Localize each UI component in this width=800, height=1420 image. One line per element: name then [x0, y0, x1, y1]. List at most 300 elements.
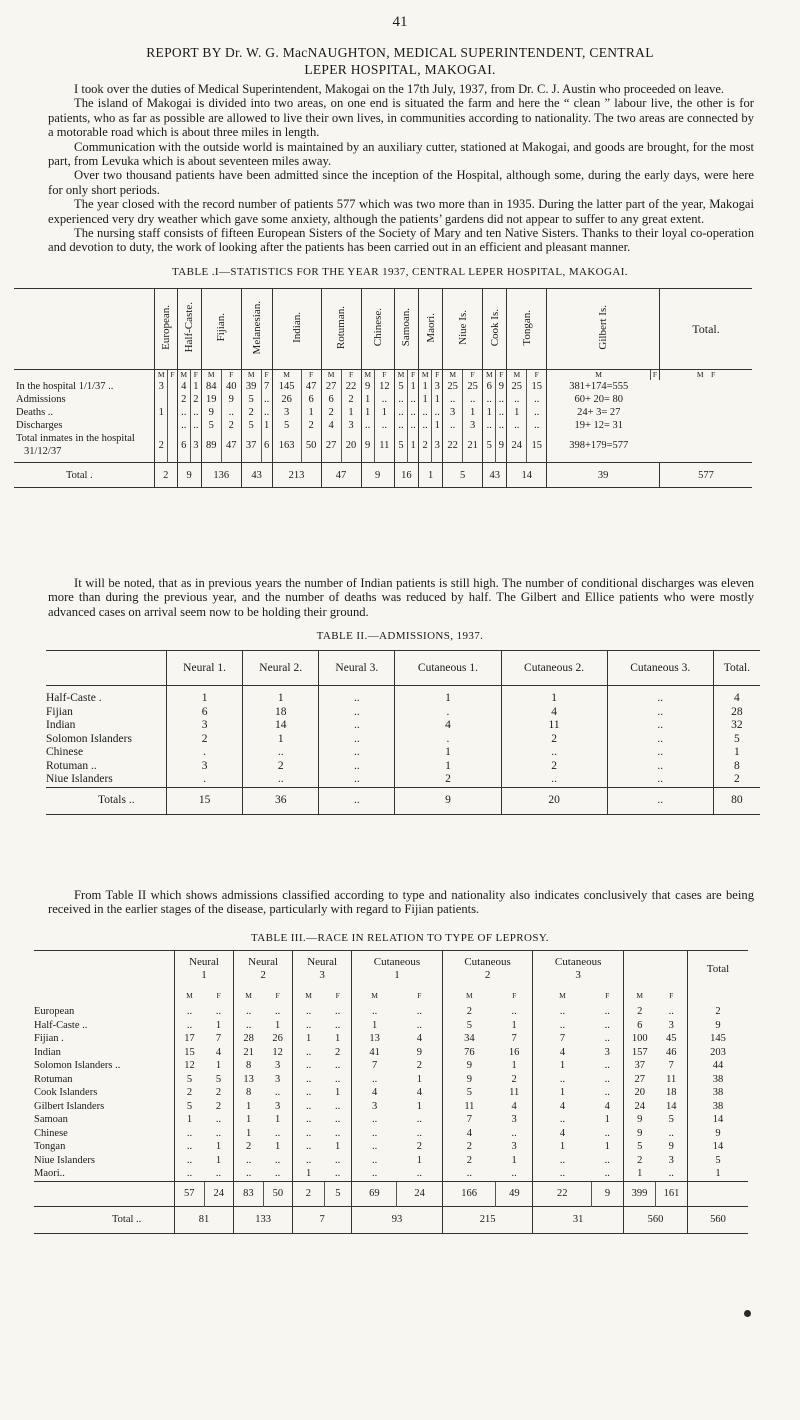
table-cell: 7	[352, 1059, 397, 1073]
table-cell: 2	[713, 773, 760, 787]
row-label: Solomon Islanders ..	[34, 1060, 121, 1071]
table-cell: 3	[668, 1019, 674, 1031]
table-cell: 15	[527, 380, 547, 393]
table-cell: 15	[175, 1046, 205, 1060]
table-cell: 4	[352, 1086, 397, 1100]
table-cell: 2	[623, 1005, 655, 1019]
table-cell: 26	[272, 1033, 283, 1044]
table-cell: 1	[234, 1100, 264, 1114]
group-number: 1	[394, 969, 400, 981]
row-label: Chinese	[34, 1127, 68, 1139]
m-label: M	[234, 987, 264, 1005]
row-total: 203	[688, 1046, 749, 1060]
table-cell: 4	[533, 1100, 592, 1114]
table-cell: ..	[607, 746, 713, 760]
table-cell: ..	[533, 1019, 592, 1033]
subtotal-spacer	[34, 1181, 175, 1206]
group-number: 1	[201, 969, 207, 981]
table-cell: 1	[374, 406, 394, 419]
table-cell: 1	[511, 1019, 517, 1031]
table1-totals-row	[14, 463, 752, 488]
group-label: Tongan.	[520, 309, 533, 346]
row-total: 9	[688, 1019, 749, 1033]
table-cell: 1	[261, 419, 272, 432]
table1-caption: TABLE .I—STATISTICS FOR THE YEAR 1937, CENTRAL LEPER HOSPITAL, MAKOGAI.	[172, 266, 628, 278]
table-cell: 5	[215, 1073, 222, 1085]
table-cell: .	[395, 733, 501, 747]
table-cell: ..	[501, 746, 607, 760]
group-name: Neural	[189, 956, 219, 968]
table-cell: 1	[352, 1019, 397, 1033]
table-cell: 1	[274, 1114, 281, 1125]
table-cell: 11	[509, 1087, 520, 1098]
table-cell: ..	[604, 1033, 610, 1044]
table-cell: 3	[443, 406, 463, 419]
table-cell: ..	[419, 406, 432, 419]
table-cell: 1	[604, 1114, 610, 1125]
table-cell: 1	[361, 393, 374, 406]
group-total: 136	[201, 463, 241, 488]
table-cell: ..	[261, 406, 272, 419]
table-cell	[168, 380, 177, 393]
table-cell: 4	[321, 419, 341, 432]
table-cell: 12	[374, 380, 394, 393]
f-label: F	[496, 370, 507, 381]
table-cell: ..	[177, 406, 190, 419]
table-cell: ..	[293, 1005, 325, 1019]
table-cell: 1	[243, 733, 319, 747]
table-cell: 9	[201, 406, 221, 419]
f-label: F	[512, 991, 517, 1000]
group-total: 39	[547, 463, 660, 488]
row-total: 5	[688, 1154, 749, 1168]
f-label: F	[374, 370, 394, 381]
m-label: M	[272, 370, 301, 381]
table-cell: ..	[607, 706, 713, 720]
table-cell: ..	[604, 1154, 610, 1166]
table-cell: 1	[395, 686, 501, 706]
table1-group-header	[483, 289, 507, 370]
table-cell: .	[167, 746, 243, 760]
row-label-line: Total inmates in the hospital	[16, 433, 135, 444]
admissions-table	[46, 650, 760, 815]
table-cell: ..	[335, 1154, 341, 1166]
table-cell: ..	[274, 1168, 281, 1179]
table2-header-row	[46, 651, 760, 686]
table1-mf-row	[14, 370, 752, 381]
total-mf-label: M F	[660, 370, 753, 381]
table-cell: 5	[175, 1073, 205, 1087]
m-label: M	[443, 370, 463, 381]
table-cell: 8	[713, 760, 760, 774]
table-cell: ..	[527, 406, 547, 419]
table-cell: 3	[432, 380, 443, 393]
column-total: ..	[319, 787, 395, 814]
table-cell: ..	[604, 1127, 610, 1139]
table-cell: 7	[215, 1033, 222, 1044]
row-label	[14, 432, 155, 463]
table2-corner	[46, 651, 167, 686]
table-cell: ..	[361, 419, 374, 432]
table-cell: ..	[604, 1019, 610, 1031]
group-label: Niue Is.	[456, 310, 469, 345]
table-cell: ..	[511, 1168, 517, 1179]
table-cell: 2	[501, 760, 607, 774]
table-cell: 28	[713, 706, 760, 720]
subtotal-cell: 9	[592, 1181, 624, 1206]
table-cell: ..	[527, 393, 547, 406]
table3-group-header	[293, 951, 352, 988]
group-label: Maori.	[424, 312, 437, 343]
table-cell: ..	[408, 393, 419, 406]
table-cell: ..	[604, 1087, 610, 1098]
row-label: Chinese	[46, 746, 84, 758]
table3-row	[34, 1019, 748, 1033]
table-cell: 1	[301, 406, 321, 419]
table3-totals-row	[34, 1206, 748, 1233]
table-cell: ..	[293, 1127, 325, 1141]
row-label: Indian	[34, 1046, 61, 1058]
table-cell: 47	[221, 432, 241, 463]
table-cell: 2	[175, 1086, 205, 1100]
table-cell: ..	[319, 686, 395, 706]
table-cell: 24	[623, 1100, 655, 1114]
table-cell: ..	[511, 1127, 517, 1139]
table1-row	[14, 432, 752, 463]
table-cell: 6	[301, 393, 321, 406]
table-cell: 100	[623, 1032, 655, 1046]
row-label: Rotuman	[34, 1073, 73, 1085]
f-label: F	[650, 370, 659, 381]
group-total: 43	[241, 463, 272, 488]
table3-row	[34, 1154, 748, 1168]
table-cell: 3	[432, 432, 443, 463]
row-total: 398+179=577	[547, 432, 651, 463]
group-total: 5	[443, 463, 483, 488]
table-cell: 1	[533, 1086, 592, 1100]
table-cell: 3	[511, 1114, 517, 1125]
table-cell: 18	[243, 706, 319, 720]
table-cell: ..	[604, 1060, 610, 1071]
table-cell: 4	[604, 1100, 610, 1112]
table-cell: 4	[511, 1100, 517, 1112]
table-cell: 28	[234, 1032, 264, 1046]
table-cell: ..	[419, 419, 432, 432]
paragraph: The year closed with the record number of patients 577 which was two more than in 1935. During the latter part of the year, Makogai experienced very dry weather which gave some anxiety, although the patients’ gardens did not appear to suffer to any great extent.	[48, 197, 754, 226]
page-number: 41	[392, 14, 408, 30]
table-cell: ..	[274, 1006, 281, 1017]
table-cell: ..	[234, 1154, 264, 1168]
table-cell: 9	[416, 1046, 422, 1058]
table-cell: ..	[293, 1046, 325, 1060]
table-cell: 41	[352, 1046, 397, 1060]
table-cell: ..	[190, 406, 201, 419]
table1-row	[14, 380, 752, 393]
table-cell: ..	[215, 1168, 222, 1179]
table-cell: 2	[221, 419, 241, 432]
table-cell: 89	[201, 432, 221, 463]
table3-row	[34, 1113, 748, 1127]
subtotal-cell: 69	[352, 1181, 397, 1206]
table-cell: 5	[241, 419, 261, 432]
table-cell: ..	[496, 406, 507, 419]
row-total: 1	[688, 1167, 749, 1181]
table-cell	[155, 393, 168, 406]
table-cell: 1	[533, 1140, 592, 1154]
table-cell: 46	[665, 1046, 677, 1058]
table-cell: 2	[395, 773, 501, 787]
table-cell: 5	[668, 1114, 674, 1125]
row-total: 19+ 12= 31	[547, 419, 651, 432]
table-cell: 5	[623, 1140, 655, 1154]
table-cell: ..	[607, 686, 713, 706]
table-cell: ..	[234, 1019, 264, 1033]
table-cell: 1	[623, 1167, 655, 1181]
totals-label: Totals ..	[46, 787, 167, 814]
table-cell: ..	[416, 1019, 422, 1031]
table-cell: 7	[668, 1060, 674, 1071]
table-cell: ..	[243, 746, 319, 760]
table-cell: 3	[274, 1060, 281, 1071]
table1-row	[14, 393, 752, 406]
m-label: M	[394, 370, 407, 381]
table-cell: 2	[321, 406, 341, 419]
table-cell: ..	[335, 1114, 341, 1125]
table-cell: ..	[496, 419, 507, 432]
row-label: Half-Caste .	[46, 692, 102, 704]
m-label: M	[623, 987, 655, 1005]
group-total: 213	[272, 463, 321, 488]
table-cell: 1	[408, 432, 419, 463]
table-cell: ..	[293, 1154, 325, 1168]
row-label: Tongan	[34, 1141, 66, 1152]
table-cell: ..	[215, 1114, 222, 1125]
row-label: Niue Islanders	[34, 1154, 95, 1166]
table-cell: 1	[713, 746, 760, 760]
table3-group-header	[234, 951, 293, 988]
table-cell: ..	[335, 1019, 341, 1031]
table-cell: ..	[604, 1073, 610, 1085]
table-cell: ..	[234, 1167, 264, 1181]
table-cell: 1	[274, 1141, 281, 1152]
f-label: F	[335, 991, 340, 1000]
table-cell: 22	[341, 380, 361, 393]
group-total: 7	[293, 1206, 352, 1233]
table-cell: ..	[533, 1113, 592, 1127]
row-total: 9	[688, 1127, 749, 1141]
table3-blank-header	[623, 951, 687, 988]
table-cell: ..	[293, 1019, 325, 1033]
row-label: Discharges	[16, 420, 63, 431]
group-total: 9	[361, 463, 394, 488]
table-cell: 1	[419, 393, 432, 406]
totals-label: Total .	[14, 463, 155, 488]
table-cell: ..	[175, 1127, 205, 1141]
table-cell: 3	[352, 1100, 397, 1114]
table-cell: 1	[293, 1167, 325, 1181]
group-name: Cutaneous	[464, 956, 511, 968]
table1-group-header	[394, 289, 418, 370]
table-cell: ..	[243, 773, 319, 787]
table3-caption: TABLE III.—RACE IN RELATION TO TYPE OF LEPROSY.	[251, 932, 549, 944]
table-cell: 37	[241, 432, 261, 463]
paragraph: The island of Makogai is divided into two areas, on one end is situated the farm and here the “ clean ” labour live, the other is for patients, who as far as possible are allowed to live their own lives, in communities according to nationality. The two areas are connected by a motorable road which is about three miles in length.	[48, 96, 754, 140]
table-cell: ..	[483, 419, 496, 432]
row-total: 14	[688, 1140, 749, 1154]
table-cell: ..	[533, 1005, 592, 1019]
table-cell: .	[167, 773, 243, 787]
group-total: 9	[177, 463, 201, 488]
table2-row	[46, 719, 760, 733]
table-cell: 1	[483, 406, 496, 419]
row-total: 145	[688, 1032, 749, 1046]
group-number: 2	[260, 969, 266, 981]
f-label: F	[216, 991, 221, 1000]
table-cell: ..	[175, 1167, 205, 1181]
table3-row	[34, 1167, 748, 1181]
group-label: Gilbert Is.	[597, 305, 610, 350]
table-cell: 3	[341, 419, 361, 432]
table-cell: 9	[668, 1141, 674, 1152]
table1-group-header	[361, 289, 394, 370]
table-cell: 2	[301, 419, 321, 432]
table-cell: 3	[463, 419, 483, 432]
row-label: Maori..	[34, 1168, 65, 1179]
row-label: Indian	[46, 719, 76, 731]
table-cell: 13	[234, 1073, 264, 1087]
m-label: M	[177, 370, 190, 381]
m-label: M	[293, 987, 325, 1005]
f-label: F	[669, 991, 674, 1000]
table-cell: 14	[243, 719, 319, 733]
table-cell: ..	[507, 419, 527, 432]
table-cell: ..	[416, 1127, 422, 1139]
table-cell: 9	[361, 380, 374, 393]
report-title	[60, 44, 740, 78]
group-number: 2	[484, 969, 491, 981]
row-total: 381+174=555	[547, 380, 651, 393]
table-cell: ..	[668, 1006, 674, 1017]
table-cell: 2	[241, 406, 261, 419]
table-cell: 6	[483, 380, 496, 393]
group-total: 81	[175, 1206, 234, 1233]
table-cell: ..	[175, 1019, 205, 1033]
table-cell: 2	[335, 1046, 341, 1058]
table3-row	[34, 1140, 748, 1154]
table-cell: ..	[293, 1113, 325, 1127]
table-cell: 5	[713, 733, 760, 747]
paragraph: Over two thousand patients have been admitted since the inception of the Hospital, although some, during the early days, were here for only short periods.	[48, 168, 754, 197]
f-label: F	[605, 991, 610, 1000]
report-title-line-1: REPORT BY Dr. W. G. MacNAUGHTON, MEDICAL SUPERINTENDENT, CENTRAL	[146, 45, 654, 60]
table1-group-header	[507, 289, 547, 370]
table-cell: 2	[234, 1140, 264, 1154]
f-label: F	[221, 370, 241, 381]
table-cell	[155, 419, 168, 432]
table3-mf-row	[34, 987, 748, 1005]
row-label: Solomon Islanders	[46, 732, 132, 745]
table-cell: 4	[442, 1127, 496, 1141]
table-cell: 40	[221, 380, 241, 393]
table-cell: 21	[463, 432, 483, 463]
table2-column-header: Neural 3.	[319, 651, 395, 686]
table3-row	[34, 1005, 748, 1019]
table-cell: 3	[272, 406, 301, 419]
table-cell: ..	[215, 1006, 222, 1017]
table-cell: 4	[177, 380, 190, 393]
table-cell: 18	[665, 1087, 677, 1098]
column-total: 36	[243, 787, 319, 814]
table-cell: 6	[321, 393, 341, 406]
table-cell: ..	[352, 1127, 397, 1141]
table-cell: ..	[483, 393, 496, 406]
table-cell: 27	[321, 432, 341, 463]
table-cell: ..	[607, 773, 713, 787]
table-cell: ..	[408, 406, 419, 419]
table-cell: ..	[175, 1140, 205, 1154]
table-cell: 6	[623, 1019, 655, 1033]
table-cell: ..	[175, 1154, 205, 1168]
table2-column-header: Total.	[713, 651, 760, 686]
m-label: M	[175, 987, 205, 1005]
table-cell: ..	[668, 1168, 674, 1179]
group-total: 1	[419, 463, 443, 488]
table-cell: ..	[442, 1167, 496, 1181]
table-cell: 9	[623, 1127, 655, 1141]
row-label: Rotuman ..	[46, 759, 97, 772]
row-total: 44	[688, 1059, 749, 1073]
table-cell: ..	[215, 1127, 222, 1139]
table-cell: ..	[293, 1059, 325, 1073]
paragraph-after-table2	[48, 888, 754, 917]
table-cell: 1	[419, 380, 432, 393]
table-cell: 2	[511, 1073, 517, 1085]
f-label: F	[432, 370, 443, 381]
table3-corner	[34, 951, 175, 988]
table-cell: 2	[243, 760, 319, 774]
subtotal-cell: 166	[442, 1181, 496, 1206]
row-total: 14	[688, 1113, 749, 1127]
table-cell: ..	[319, 760, 395, 774]
table-cell: 22	[443, 432, 463, 463]
table2-caption: TABLE II.—ADMISSIONS, 1937.	[316, 630, 484, 642]
table-cell: 9	[496, 432, 507, 463]
column-total: 80	[713, 787, 760, 814]
table-cell: ..	[533, 1154, 592, 1168]
table-cell: 9	[496, 380, 507, 393]
table-cell: ..	[293, 1073, 325, 1087]
table-cell: ..	[352, 1140, 397, 1154]
row-label: Half-Caste ..	[34, 1019, 88, 1031]
paragraph: I took over the duties of Medical Superintendent, Makogai on the 17th July, 1937, from Dr. C. J. Austin who proceeded on leave.	[74, 82, 725, 96]
table-cell: 2	[442, 1154, 496, 1168]
table-cell: 4	[501, 706, 607, 720]
table-cell: 9	[442, 1059, 496, 1073]
table-cell: 27	[321, 380, 341, 393]
table-cell: 25	[463, 380, 483, 393]
table-cell: ..	[293, 1140, 325, 1154]
table2-row	[46, 706, 760, 720]
m-label: M	[201, 370, 221, 381]
table-cell: ..	[175, 1005, 205, 1019]
table-cell: 3	[190, 432, 201, 463]
table-cell: 12	[175, 1059, 205, 1073]
table-cell: 15	[527, 432, 547, 463]
table-cell: ..	[319, 733, 395, 747]
m-label: M	[352, 987, 397, 1005]
table-cell: 4	[416, 1087, 422, 1098]
table3-row	[34, 1046, 748, 1060]
